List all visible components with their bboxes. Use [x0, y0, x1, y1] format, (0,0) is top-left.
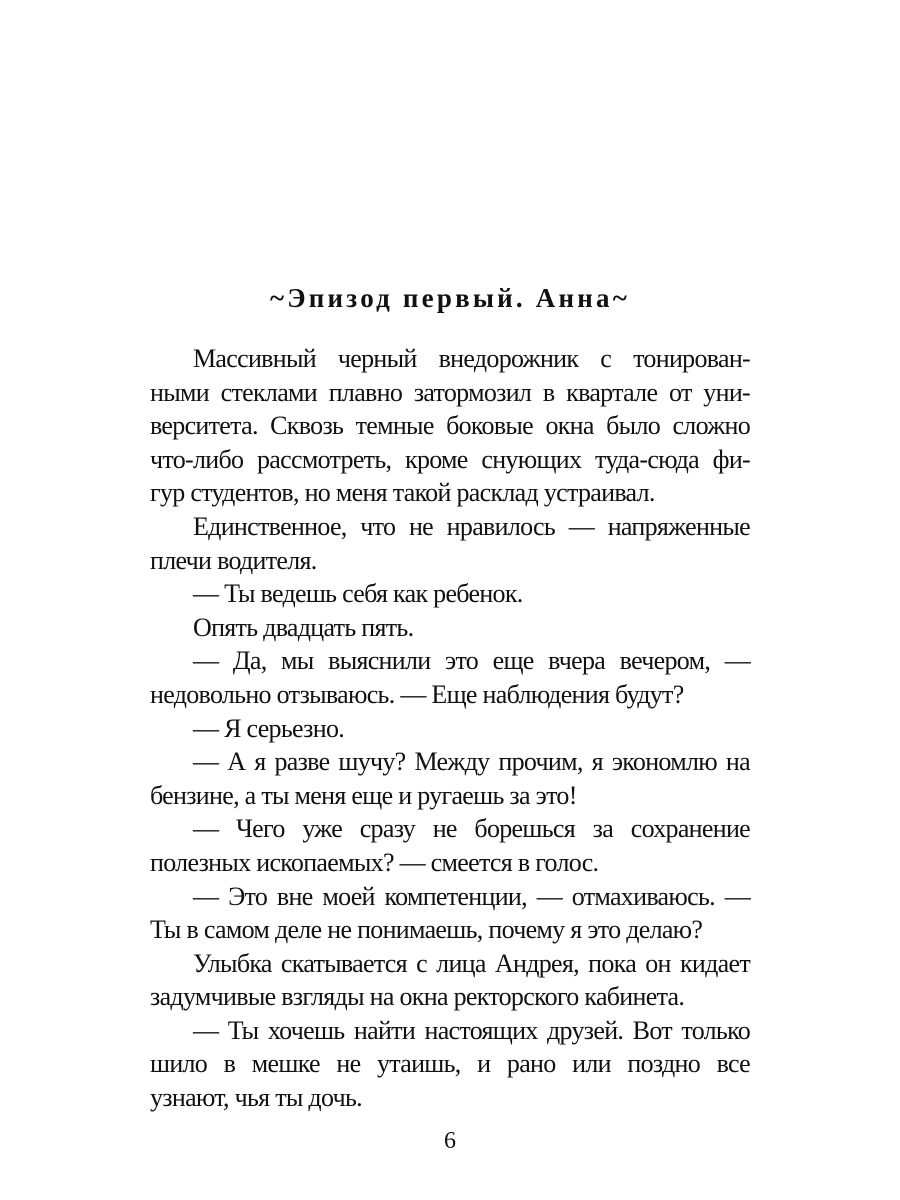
text-line: Опять двадцать пять. [193, 612, 414, 642]
text-line: что-либо рассмотреть, кроме снующих туда-сюда фи- [150, 444, 750, 474]
text-line: Улыбка скатывается с лица Андрея, пока он кидает [193, 948, 750, 978]
text-line: полезных ископаемых? — смеется в голос. [150, 847, 599, 877]
text-line: задумчивые взгляды на окна ректорского кабинета. [150, 982, 685, 1012]
text-line: — А я разве шучу? Между прочим, я экономлю на [193, 747, 750, 777]
text-line: — Ты ведешь себя как ребенок. [193, 579, 523, 609]
text-line: — Чего уже сразу не борешься за сохранение [193, 814, 750, 844]
text-line: гур студентов, но меня такой расклад устраивал. [150, 478, 655, 508]
text-line: недовольно отзываюсь. — Еще наблюдения будут? [150, 679, 684, 709]
text-line: Единственное, что не нравилось — напряженные [193, 511, 750, 541]
text-line: — Ты хочешь найти настоящих друзей. Вот только [193, 1015, 750, 1045]
text-line: Массивный черный внедорожник с тонирован- [193, 344, 750, 373]
text-line: плечи водителя. [150, 545, 317, 575]
body-text [150, 342, 750, 1115]
text-line: ными стеклами плавно затормозил в квартале от уни- [150, 377, 750, 407]
text-line: узнают, чья ты дочь. [150, 1083, 362, 1113]
text-line: — Да, мы выяснили это еще вчера вечером, — [193, 646, 750, 676]
text-line: — Я серьезно. [193, 713, 345, 743]
page-number: 6 [444, 1128, 456, 1154]
text-line: — Это вне моей компетенции, — отмахиваюсь. — [193, 881, 750, 911]
text-line: шило в мешке не утаишь, и рано или поздно все [150, 1049, 750, 1079]
text-line: бензине, а ты меня еще и ругаешь за это! [150, 780, 577, 810]
text-line: верситета. Сквозь темные боковые окна было сложно [150, 411, 750, 441]
chapter-title: ~Эпизод первый. Анна~ [270, 283, 630, 313]
text-line: Ты в самом деле не понимаешь, почему я это делаю? [150, 915, 703, 945]
